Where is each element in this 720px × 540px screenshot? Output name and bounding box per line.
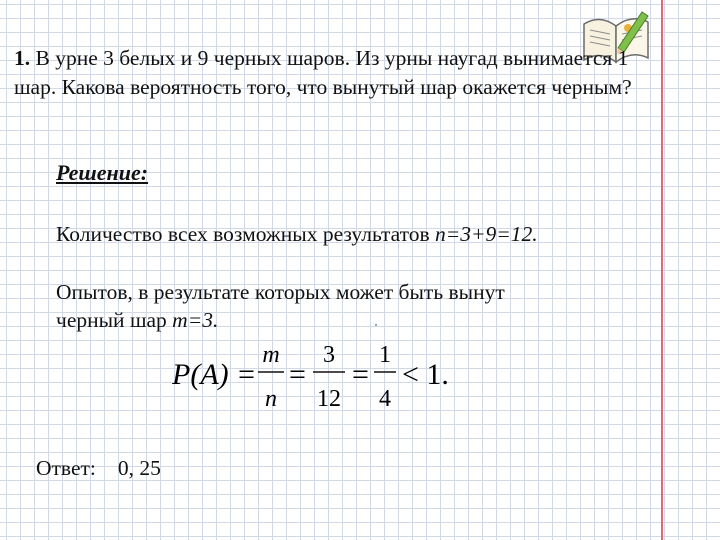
solution-line-favorable-1: Опытов, в результате которых может быть вынут — [56, 280, 505, 304]
total-outcomes-text: Количество всех возможных результатов — [56, 222, 435, 246]
fraction-1-numerator: 1 — [379, 342, 391, 368]
equals-sign-1: = — [289, 358, 306, 391]
fraction-n-denominator: n — [265, 386, 277, 412]
problem-number: 1. — [14, 46, 31, 70]
answer-line — [36, 456, 161, 481]
notebook-margin-line — [661, 0, 663, 540]
favorable-text: черный шар — [56, 308, 173, 332]
formula-tail: < 1. — [402, 358, 449, 391]
solution-line-total-outcomes — [56, 220, 538, 248]
probability-formula — [172, 338, 462, 418]
fraction-4-denominator: 4 — [379, 386, 391, 412]
fraction-12-denominator: 12 — [317, 386, 341, 412]
total-outcomes-formula: n=3+9=12. — [435, 222, 538, 246]
answer-label: Ответ: — [36, 456, 96, 480]
stray-dot — [375, 324, 377, 326]
answer-value: 0, 25 — [117, 456, 161, 480]
fraction-m-numerator: m — [262, 342, 280, 368]
solution-line-favorable-2 — [56, 306, 218, 334]
solution-heading: Решение: — [56, 160, 149, 185]
problem-statement — [14, 44, 634, 102]
formula-lhs: P(A) = — [172, 358, 257, 391]
problem-text: В урне 3 белых и 9 черных шаров. Из урны наугад вынимается 1 шар. Какова вероятность того, что вынутый шар окажется черным? — [14, 46, 632, 99]
equals-sign-2: = — [352, 358, 369, 391]
favorable-formula: m=3. — [172, 308, 219, 332]
fraction-3-numerator: 3 — [323, 342, 335, 368]
